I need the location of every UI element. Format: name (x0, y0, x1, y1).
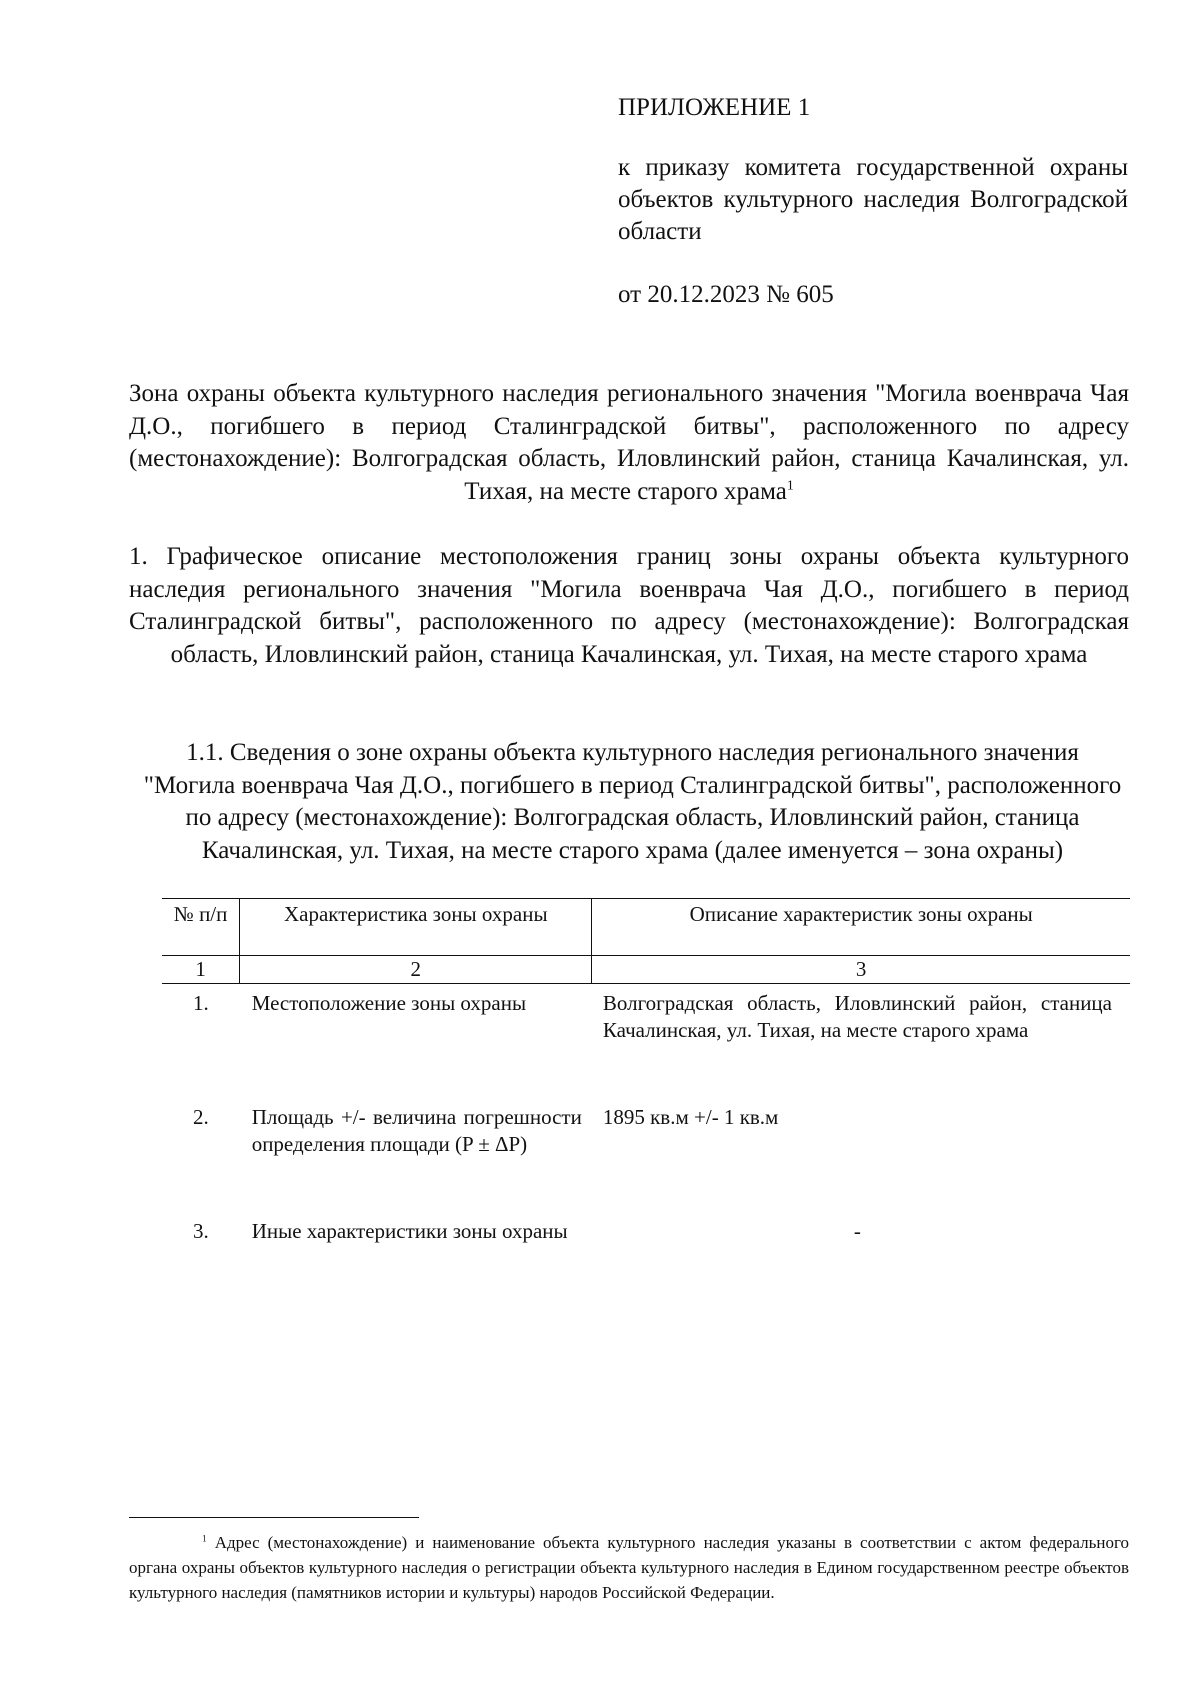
appendix-reference: к приказу комитета государственной охраны объектов культурного наследия Волгоградской области (618, 154, 1128, 245)
document-heading (129, 378, 1129, 508)
appendix-date: от 20.12.2023 № 605 (618, 281, 834, 308)
footnote-text: Адрес (местонахождение) и наименование объекта культурного наследия указаны в соответствии с актом федерального органа охраны объектов культурного наследия о регистрации объекта культурного наследия в Едином государственном реестре объектов культурного наследия (памятников истории и культуры) народов Российской Федерации. (129, 1533, 1129, 1602)
row-characteristic: Иные характеристики зоны охраны (251, 1219, 568, 1243)
table-row (162, 1212, 1130, 1278)
row-description: 1895 кв.м +/- 1 кв.м (602, 1105, 779, 1129)
document-heading-text: Зона охраны объекта культурного наследия регионального значения "Могила военврача Чая Д.О., погибшего в период Сталинградской битвы", расположенного по адресу (местонахождение): Волгоградская область, Иловлинский район, станица Качалинская, ул. Тихая, на месте старого храма (129, 380, 1129, 505)
column-index: 1 (162, 956, 240, 984)
row-characteristic-text: Площадь +/- величина погрешности определения площади (251, 1105, 582, 1156)
row-characteristic (240, 1098, 592, 1212)
table-header-row (162, 899, 1130, 956)
appendix-title: ПРИЛОЖЕНИЕ 1 (618, 94, 811, 121)
column-index: 2 (240, 956, 592, 984)
row-characteristic: Местоположение зоны охраны (251, 991, 527, 1015)
header-num: № п/п (162, 899, 240, 956)
row-num: 2. (192, 1105, 209, 1129)
table-column-index-row (162, 956, 1130, 984)
section-1-heading: 1. Графическое описание местоположения границ зоны охраны объекта культурного наследия регионального значения "Могила военврача Чая Д.О., погибшего в период Сталинградской битвы", расположенного по адресу (местонахождение): Волгоградская область, Иловлинский район, станица Качалинская, ул. Тихая, на месте старого храма (129, 543, 1129, 668)
row-num: 1. (192, 991, 209, 1015)
section-1-1-heading: 1.1. Сведения о зоне охраны объекта культурного наследия регионального значения "Могила военврача Чая Д.О., погибшего в период Сталинградской битвы", расположенного по адресу (местонахождение): Волгоградская область, Иловлинский район, станица Качалинская, ул. Тихая, на месте старого храма (далее именуется – зона охраны) (143, 739, 1122, 864)
zone-characteristics-table (162, 898, 1130, 1278)
footnote-mark: 1 (202, 1534, 207, 1545)
row-description: Волгоградская область, Иловлинский район, станица Качалинская, ул. Тихая, на месте старого храма (602, 991, 1112, 1042)
header-characteristic: Характеристика зоны охраны (240, 899, 592, 956)
footnote-divider (129, 1517, 419, 1518)
column-index: 3 (592, 956, 1130, 984)
footnote-reference-mark: 1 (786, 476, 794, 492)
area-formula: (P ± ΔP) (455, 1132, 528, 1156)
table-row (162, 1098, 1130, 1212)
row-description: - (853, 1219, 861, 1243)
row-num: 3. (192, 1219, 209, 1243)
header-description: Описание характеристик зоны охраны (592, 899, 1130, 956)
table-row (162, 984, 1130, 1099)
footnote (129, 1530, 1129, 1605)
